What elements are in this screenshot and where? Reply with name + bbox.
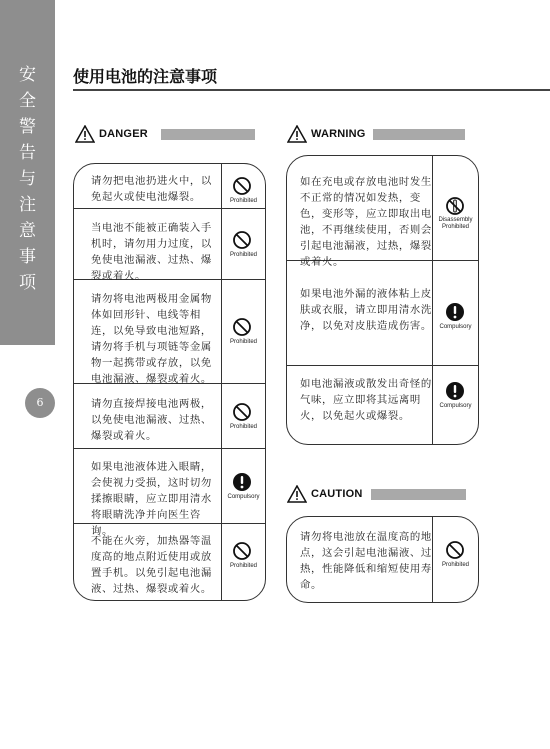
compulsory-icon <box>445 302 465 322</box>
sidebar-title-char: 注 <box>19 195 36 215</box>
prohibited-caption: Prohibited <box>229 563 258 569</box>
warning-triangle-icon <box>287 485 307 503</box>
caution-item-text: 请勿将电池放在温度高的地点，这会引起电池漏液、过热，性能降低和缩短使用寿命。 <box>300 531 432 591</box>
compulsory-icon <box>232 472 252 492</box>
warning-item-text: 如在充电或存放电池时发生不正常的情况如发热，变色，变形等，应立即取出电池，不再继续使用，否则会引起电池漏液，过热，爆裂或着火。 <box>300 176 432 268</box>
prohibited-caption: Prohibited <box>229 424 258 430</box>
prohibited-icon <box>232 541 252 561</box>
title-divider <box>73 89 550 91</box>
compulsory-caption: Compulsory <box>439 324 472 330</box>
danger-header <box>75 127 255 143</box>
warning-triangle-icon <box>75 125 95 143</box>
sidebar-title-char: 警 <box>19 117 36 137</box>
warning-label: WARNING <box>311 128 366 140</box>
warning-card <box>286 155 479 445</box>
caution-label: CAUTION <box>311 488 363 500</box>
prohibited-caption: Prohibited <box>229 252 258 258</box>
warning-column-divider <box>432 156 433 444</box>
disassembly-prohibited-caption: Disassembly Prohibited <box>438 217 473 230</box>
caution-column-divider <box>432 517 433 602</box>
danger-item-text: 请勿把电池扔进火中，以免起火或使电池爆裂。 <box>91 175 212 203</box>
danger-label: DANGER <box>99 128 148 140</box>
danger-item-text: 当电池不能被正确装入手机时，请勿用力过度，以免使电池漏液、过热、爆裂或着火。 <box>91 222 212 282</box>
danger-item-text: 请勿直接焊接电池两极，以免使电池漏液、过热、爆裂或着火。 <box>91 398 212 442</box>
warning-triangle-icon <box>287 125 307 143</box>
sidebar-title-char: 安 <box>19 65 36 85</box>
prohibited-icon <box>232 402 252 422</box>
warning-bar <box>373 129 465 140</box>
warning-item-text: 如果电池外漏的液体粘上皮肤或衣服，请立即用清水洗净，以免对皮肤造成伤害。 <box>300 288 432 332</box>
danger-item-text: 不能在火旁，加热器等温度高的地点附近使用或放置手机。以免引起电池漏液、过热、爆裂或着火。 <box>91 535 212 595</box>
sidebar-title-char: 意 <box>19 221 36 241</box>
disassembly-prohibited-icon <box>445 196 465 216</box>
caution-card <box>286 516 479 603</box>
prohibited-caption: Prohibited <box>229 339 258 345</box>
prohibited-icon <box>232 317 252 337</box>
prohibited-icon <box>232 176 252 196</box>
row-divider <box>287 365 478 366</box>
danger-card <box>73 163 266 601</box>
compulsory-icon <box>445 381 465 401</box>
warning-header <box>287 127 467 143</box>
sidebar-title <box>0 62 55 296</box>
caution-header <box>287 487 467 503</box>
row-divider <box>74 208 265 209</box>
row-divider <box>74 448 265 449</box>
sidebar-title-char: 事 <box>19 247 36 267</box>
sidebar-title-char: 告 <box>19 143 36 163</box>
danger-bar <box>161 129 255 140</box>
sidebar-title-char: 项 <box>19 273 36 293</box>
compulsory-caption: Compulsory <box>439 403 472 409</box>
danger-item-text: 如果电池液体进入眼睛，会使视力受损，这时切勿揉擦眼睛，应立即用清水将眼睛洗净并向医生咨询。 <box>91 461 212 537</box>
sidebar-title-char: 全 <box>19 91 36 111</box>
prohibited-icon <box>232 230 252 250</box>
prohibited-icon <box>445 540 465 560</box>
danger-item-text: 请勿将电池两极用金属物体如回形针、电线等相连，以免导致电池短路，请勿将手机与项链等金属物一起携带或存放，以免电池漏液、爆裂或着火。 <box>91 293 212 385</box>
page-number: 6 <box>25 388 55 418</box>
caution-bar <box>371 489 466 500</box>
prohibited-caption: Prohibited <box>441 562 470 568</box>
danger-column-divider <box>221 164 222 600</box>
page-title: 使用电池的注意事项 <box>73 67 218 86</box>
prohibited-caption: Prohibited <box>229 198 258 204</box>
compulsory-caption: Compulsory <box>227 494 260 500</box>
warning-item-text: 如电池漏液或散发出奇怪的气味，应立即将其远离明火，以免起火或爆裂。 <box>300 378 432 422</box>
sidebar-title-char: 与 <box>19 169 36 189</box>
